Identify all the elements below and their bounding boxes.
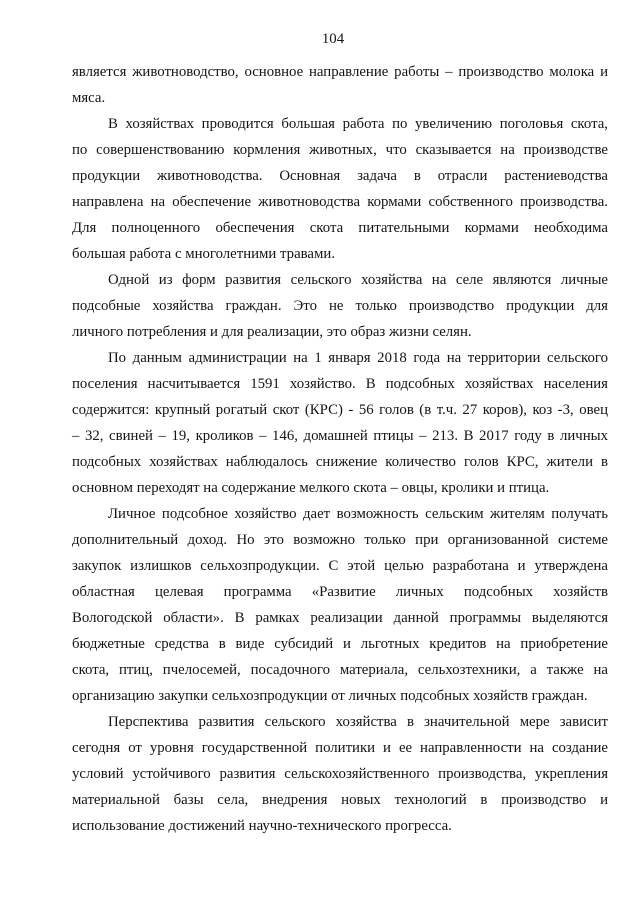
text-line: большая работа с многолетними травами. — [72, 246, 335, 262]
paragraph-regional-program — [72, 501, 608, 709]
text-line: является животноводство, основное направление работы – производство молока и — [72, 64, 608, 80]
text-line: организацию закупки сельхозпродукции от личных подсобных хозяйств граждан. — [72, 688, 588, 704]
text-line: содержится: крупный рогатый скот (КРС) - 56 голов (в т.ч. 27 коров), коз -3, овец — [72, 402, 608, 418]
text-line: подсобных хозяйствах наблюдалось снижение количество голов КРС, жители в — [72, 454, 608, 470]
text-line: Перспектива развития сельского хозяйства в значительной мере зависит — [108, 714, 608, 730]
text-line: материальной базы села, внедрения новых технологий в производство и — [72, 792, 608, 808]
paragraph-continuation — [72, 59, 608, 111]
text-line: основном переходят на содержание мелкого скота – овцы, кролики и птица. — [72, 480, 550, 496]
document-body — [72, 59, 608, 839]
text-line: сегодня от уровня государственной политики и ее направленности на создание — [72, 740, 608, 756]
paragraph-livestock-farms — [72, 111, 608, 267]
text-line: скота, птиц, пчелосемей, посадочного материала, сельхозтехники, а также на — [72, 662, 608, 678]
text-line: По данным администрации на 1 января 2018 года на территории сельского — [108, 350, 608, 366]
paragraph-personal-farms — [72, 267, 608, 345]
text-line: продукции животноводства. Основная задача в отрасли растениеводства — [72, 168, 608, 184]
text-line: использование достижений научно-технического прогресса. — [72, 818, 452, 834]
text-line: подсобные хозяйства граждан. Это не только производство продукции для — [72, 298, 608, 314]
text-line: личного потребления и для реализации, это образ жизни селян. — [72, 324, 472, 340]
text-line: закупок излишков сельхозпродукции. С этой целью разработана и утверждена — [72, 558, 608, 574]
text-line: Личное подсобное хозяйство дает возможность сельским жителям получать — [108, 506, 608, 522]
text-line: условий устойчивого развития сельскохозяйственного производства, укрепления — [72, 766, 608, 782]
text-line: по совершенствованию кормления животных, что сказывается на производстве — [72, 142, 608, 158]
paragraph-administration-data — [72, 345, 608, 501]
text-line: мяса. — [72, 90, 106, 106]
text-line: бюджетные средства в виде субсидий и льготных кредитов на приобретение — [72, 636, 608, 652]
text-line: областная целевая программа «Развитие личных подсобных хозяйств — [72, 584, 608, 600]
text-line: – 32, свиней – 19, кроликов – 146, домашней птицы – 213. В 2017 году в личных — [72, 428, 608, 444]
paragraph-development-outlook — [72, 709, 608, 839]
text-line: Для полноценного обеспечения скота питательными кормами необходима — [72, 220, 608, 236]
text-line: Вологодской области». В рамках реализации данной программы выделяются — [72, 610, 608, 626]
text-line: дополнительный доход. Но это возможно только при организованной системе — [72, 532, 608, 548]
text-line: В хозяйствах проводится большая работа по увеличению поголовья скота, — [108, 116, 608, 132]
page-number: 104 — [321, 31, 345, 47]
text-line: направлена на обеспечение животноводства кормами собственного производства. — [72, 194, 608, 210]
text-line: поселения насчитывается 1591 хозяйство. В подсобных хозяйствах населения — [72, 376, 608, 392]
text-line: Одной из форм развития сельского хозяйства на селе являются личные — [108, 272, 608, 288]
